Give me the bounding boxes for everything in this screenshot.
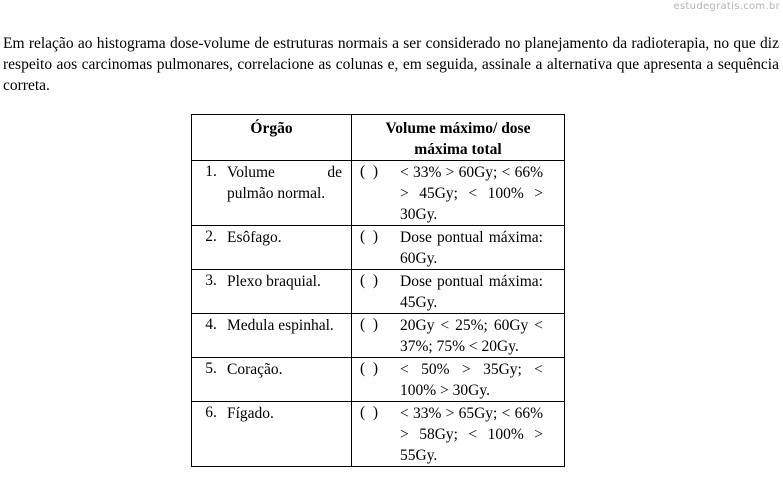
organ-name: Esôfago. (227, 229, 282, 246)
row-number: 2. (205, 228, 217, 245)
answer-blank[interactable]: ( ) (360, 404, 379, 421)
answer-blank[interactable]: ( ) (360, 163, 379, 180)
answer-blank[interactable]: ( ) (360, 228, 379, 245)
organ-name: Volume de pulmão normal. (227, 164, 342, 202)
dose-constraint: < 33% > 60Gy; < 66% > 45Gy; < 100% > 30Gy. (400, 164, 543, 223)
table-row (192, 358, 565, 402)
dose-constraint: < 33% > 65Gy; < 66% > 58Gy; < 100% > 55Gy. (400, 405, 543, 464)
row-number: 5. (205, 360, 217, 377)
table-row (192, 226, 565, 270)
question-text: Em relação ao histograma dose-volume de estruturas normais a ser considerado no planejamento da radioterapia, no que diz respeito aos carcinomas pulmonares, correlacione as colunas e, em seguida, assinale a alternativa que apresenta a sequência correta. (3, 35, 779, 94)
header-volume: Volume máximo/ dose máxima total (352, 115, 565, 161)
matching-table (191, 114, 565, 467)
dose-constraint: Dose pontual máxima: 60Gy. (400, 229, 543, 267)
row-number: 1. (205, 163, 217, 180)
header-organ: Órgão (192, 115, 352, 161)
table-header-row (192, 115, 565, 161)
dose-constraint: 20Gy < 25%; 60Gy < 37%; 75% < 20Gy. (400, 317, 543, 355)
organ-name: Coração. (227, 361, 283, 378)
organ-name: Fígado. (227, 405, 274, 422)
organ-name: Plexo braquial. (227, 273, 321, 290)
organ-name: Medula espinhal. (227, 317, 334, 334)
table-row (192, 314, 565, 358)
answer-blank[interactable]: ( ) (360, 316, 379, 333)
table-row (192, 161, 565, 226)
row-number: 6. (205, 404, 217, 421)
dose-constraint: < 50% > 35Gy; < 100% > 30Gy. (400, 361, 543, 399)
row-number: 3. (205, 272, 217, 289)
table-row (192, 270, 565, 314)
site-watermark: estudegratis.com.br (673, 1, 780, 12)
table-row (192, 402, 565, 467)
answer-blank[interactable]: ( ) (360, 360, 379, 377)
dose-constraint: Dose pontual máxima: 45Gy. (400, 273, 543, 311)
row-number: 4. (205, 316, 217, 333)
answer-blank[interactable]: ( ) (360, 272, 379, 289)
